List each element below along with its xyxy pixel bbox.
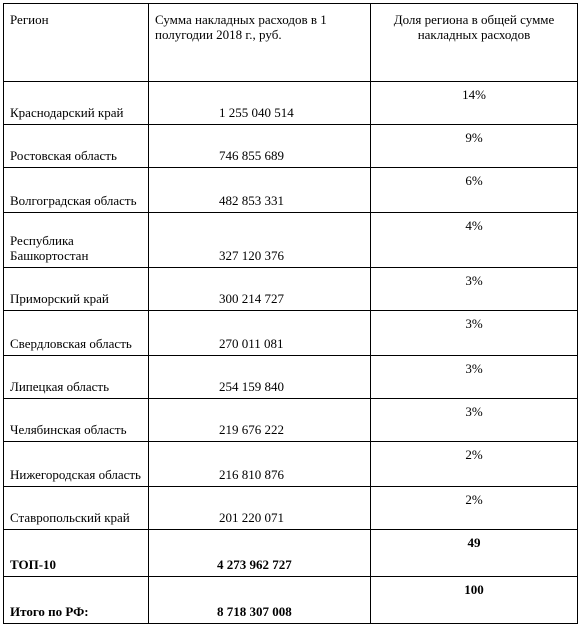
share-cell: 3% (371, 268, 578, 311)
sum-cell: 300 214 727 (149, 268, 371, 311)
share-cell: 9% (371, 125, 578, 168)
region-cell: Волгоградская область (4, 168, 149, 213)
top10-sum: 4 273 962 727 (149, 530, 371, 577)
region-cell: Приморский край (4, 268, 149, 311)
regional-overhead-table (3, 3, 578, 624)
sum-cell: 482 853 331 (149, 168, 371, 213)
sum-cell: 327 120 376 (149, 213, 371, 268)
region-cell: Челябинская область (4, 399, 149, 442)
share-cell: 3% (371, 311, 578, 356)
table-header-row (4, 4, 578, 82)
sum-cell: 201 220 071 (149, 487, 371, 530)
share-cell: 2% (371, 442, 578, 487)
region-cell: Краснодарский край (4, 82, 149, 125)
table-row (4, 268, 578, 311)
table-row (4, 399, 578, 442)
share-cell: 4% (371, 213, 578, 268)
sum-cell: 254 159 840 (149, 356, 371, 399)
region-cell: Свердловская область (4, 311, 149, 356)
sum-cell: 270 011 081 (149, 311, 371, 356)
top10-row (4, 530, 578, 577)
total-sum: 8 718 307 008 (149, 577, 371, 624)
total-row (4, 577, 578, 624)
sum-cell: 216 810 876 (149, 442, 371, 487)
header-sum: Сумма накладных расходов в 1 полугодии 2018 г., руб. (149, 4, 371, 82)
table-row (4, 213, 578, 268)
table-row (4, 442, 578, 487)
share-cell: 3% (371, 356, 578, 399)
top10-label: ТОП-10 (4, 530, 149, 577)
table-row (4, 311, 578, 356)
table-row (4, 82, 578, 125)
region-cell: Республика Башкортостан (4, 213, 149, 268)
region-cell: Липецкая область (4, 356, 149, 399)
header-region: Регион (4, 4, 149, 82)
region-cell: Ростовская область (4, 125, 149, 168)
table-row (4, 125, 578, 168)
table-row (4, 168, 578, 213)
table-row (4, 356, 578, 399)
region-cell: Нижегородская область (4, 442, 149, 487)
top10-share: 49 (371, 530, 578, 577)
share-cell: 2% (371, 487, 578, 530)
total-label: Итого по РФ: (4, 577, 149, 624)
share-cell: 6% (371, 168, 578, 213)
share-cell: 3% (371, 399, 578, 442)
sum-cell: 1 255 040 514 (149, 82, 371, 125)
sum-cell: 219 676 222 (149, 399, 371, 442)
sum-cell: 746 855 689 (149, 125, 371, 168)
share-cell: 14% (371, 82, 578, 125)
header-share: Доля региона в общей сумме накладных расходов (371, 4, 578, 82)
table-row (4, 487, 578, 530)
total-share: 100 (371, 577, 578, 624)
region-cell: Ставропольский край (4, 487, 149, 530)
